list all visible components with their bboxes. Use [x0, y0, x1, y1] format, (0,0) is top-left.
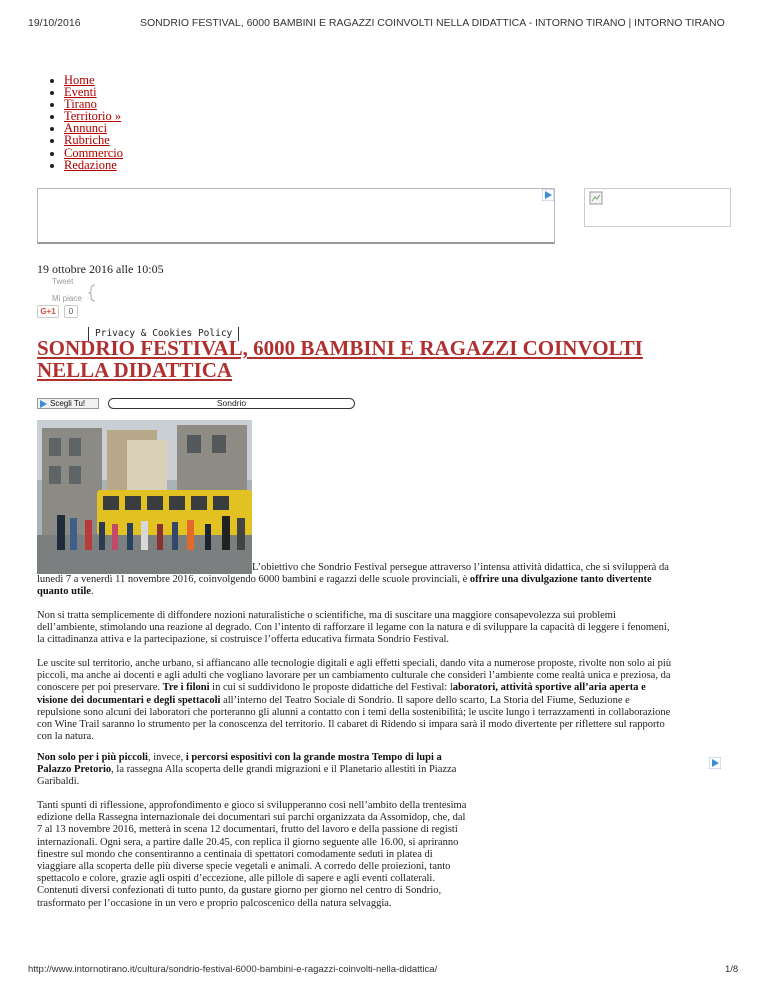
- nav-link-home[interactable]: Home: [64, 73, 95, 87]
- nav-link-territorio[interactable]: Territorio »: [64, 109, 122, 124]
- p5-line-5: finestre sul mondo che consentiranno a centinaia di spettatori comodamente seduti in platea di: [37, 848, 433, 860]
- p4-line-1a: Non solo per i più piccoli: [37, 752, 148, 763]
- p5-line-6: viaggiare alla scoperta delle più diverse specie vegetali e animali. A corredo delle proiezioni, tanto: [37, 861, 451, 873]
- article-paragraph-3: [37, 658, 730, 743]
- location-select[interactable]: Sondrio: [108, 398, 355, 409]
- nav-link-rubriche[interactable]: Rubriche: [64, 133, 110, 148]
- main-nav: [38, 74, 123, 171]
- p3-line-3c: in cui si suddividono le proposte didattiche del Festival: l: [209, 682, 453, 694]
- side-image-placeholder[interactable]: [584, 188, 731, 227]
- p5-line-9: trasformato per l’occasione in un vero e proprio palcoscenico della natura selvaggia.: [37, 897, 392, 909]
- p5-line-4: internazionali. Ogni sera, a partire dalle 20.45, con replica il giorno seguente alle 16.00, si apriranno: [37, 836, 459, 848]
- p3-line-5: repulsione sono alcuni dei laboratori che porteranno gli alunni a contatto con i temi della sostenibilità; le uscite lungo i terrazzamenti in collaborazione: [37, 706, 671, 718]
- gplus-count: 0: [64, 305, 78, 318]
- p1-bold-2: quanto utile: [37, 586, 91, 598]
- p3-line-3a: conoscere per poi preservare.: [37, 682, 163, 694]
- tweet-button[interactable]: Tweet: [52, 277, 74, 286]
- p2-line-1: Non si tratta semplicemente di diffondere nozioni naturalistiche o scientifiche, ma di suscitare una maggiore consapevolezza sui problemi: [37, 610, 616, 621]
- p5-line-2: edizione della Rassegna internazionale dei documentari sui parchi organizzata da Assomidop, che, dal: [37, 812, 466, 824]
- p4-line-2a: Palazzo Pretorio: [37, 764, 112, 776]
- nav-link-commercio[interactable]: Commercio: [64, 145, 124, 160]
- p3-line-1: Le uscite sul territorio, anche urbano, si affiancano alle tecnologie digitali e agli effetti speciali, dando vita a numerose proposte, rivolte non solo ai più: [37, 658, 672, 669]
- article-paragraph-2: [37, 610, 730, 647]
- ad-banner[interactable]: [37, 188, 555, 244]
- p4-line-1c: i percorsi espositivi con la grande mostra Tempo di lupi a: [185, 752, 442, 763]
- adchoices-icon-2[interactable]: [709, 757, 721, 769]
- p4-line-3: Garibaldi.: [37, 776, 80, 788]
- p3-line-6: con Wine Trail saranno lo strumento per la conoscenza del territorio. Il cabaret di Ridendo si impara sarà il modo divertente per riflettere sul rapporto: [37, 719, 665, 731]
- p5-line-1: Tanti spunti di riflessione, approfondimento e gioco si svilupperanno così nell’ambito della trentesima: [37, 800, 467, 811]
- p3-line-4a: visione dei documentari e degli spettacoli: [37, 694, 221, 706]
- print-page-number: 1/8: [725, 964, 739, 975]
- like-button[interactable]: Mi piace: [52, 294, 82, 303]
- p5-line-3: 7 al 13 novembre 2016, metterà in scena 12 documentari, frutto del lavoro e della passione di registi: [37, 824, 458, 836]
- cookie-policy-link[interactable]: Privacy & Cookies Policy: [88, 327, 239, 341]
- p4-line-2b: , la rassegna Alla scoperta delle grandi migrazioni e il Planetario allestiti in Piazza: [111, 764, 457, 776]
- print-url: http://www.intornotirano.it/cultura/sondrio-festival-6000-bambini-e-ragazzi-coinvolti-nella-didattica/: [28, 964, 438, 975]
- print-date: 19/10/2016: [28, 17, 81, 29]
- p2-line-2: dell’ambiente, stimolando una reazione al degrado. Con l’intento di rafforzare il legame con la natura e di sviluppare la capacità di leggere i fenomeni,: [37, 622, 670, 634]
- p1-end: .: [90, 586, 94, 598]
- p5-line-7: spettacolo e colore, grazie agli ospiti d’eccezione, alle pillole di sapere e agli eventi collaterali.: [37, 873, 435, 885]
- nav-link-eventi[interactable]: Eventi: [64, 85, 97, 100]
- article-paragraph-1a: L’obiettivo che Sondrio Festival persegue attraverso l’intensa attività didattica, che si svilupperà da: [252, 562, 669, 573]
- p3-line-3b: Tre i filoni: [162, 682, 210, 694]
- p4-line-1b: , invece,: [147, 752, 186, 763]
- like-count-bracket-icon: [88, 284, 96, 302]
- article-paragraph-4: [37, 752, 497, 789]
- broken-image-icon: [589, 191, 603, 205]
- p1-bold: offrire una divulgazione tanto divertente: [469, 574, 652, 585]
- gplus-button[interactable]: G+1: [37, 305, 59, 318]
- post-date: 19 ottobre 2016 alle 10:05: [37, 262, 164, 276]
- adchoices-icon[interactable]: [542, 189, 554, 201]
- nav-item-redazione: [64, 159, 123, 171]
- nav-link-annunci[interactable]: Annunci: [64, 121, 108, 136]
- article-title[interactable]: SONDRIO FESTIVAL, 6000 BAMBINI E RAGAZZI COINVOLTI NELLA DIDATTICA: [37, 336, 643, 382]
- scegli-button-label: Scegli Tu!: [50, 399, 86, 408]
- article-paragraph-1: [37, 574, 730, 598]
- nav-link-tirano[interactable]: Tirano: [64, 97, 97, 112]
- article-photo: [37, 420, 252, 574]
- p3-line-2: piccoli, ma anche ai docenti e agli adulti che vogliano lavorare per un cambiamento culturale che consideri l’ambiente come realtà unica e preziosa, da: [37, 670, 671, 682]
- play-icon: [40, 400, 47, 408]
- p3-line-3d: aboratori, attività sportive all’aria aperta e: [452, 682, 646, 694]
- p2-line-3: la cittadinanza attiva e la partecipazione, si costruisce l’offerta educativa firmata Sondrio Festival.: [37, 634, 450, 646]
- p1-text: lunedì 7 a venerdì 11 novembre 2016, coinvolgendo 6000 bambini e ragazzi delle scuole provinciali, è: [37, 574, 470, 585]
- p3-line-7: con la natura.: [37, 731, 94, 743]
- article-paragraph-5: [37, 800, 507, 910]
- p5-line-8: Contenuti diversi confezionati di tutto punto, da gustare giorno per giorno nel centro di Sondrio,: [37, 885, 442, 897]
- p3-line-4b: all’interno del Teatro Sociale di Sondrio. Il sapore dello scarto, La Storia del Fiume, Seduzione e: [220, 694, 630, 706]
- nav-link-redazione[interactable]: Redazione: [64, 157, 117, 172]
- print-page-title: SONDRIO FESTIVAL, 6000 BAMBINI E RAGAZZI COINVOLTI NELLA DIDATTICA - INTORNO TIRANO | INTORNO TIRANO: [140, 17, 725, 29]
- scegli-button[interactable]: [37, 398, 99, 409]
